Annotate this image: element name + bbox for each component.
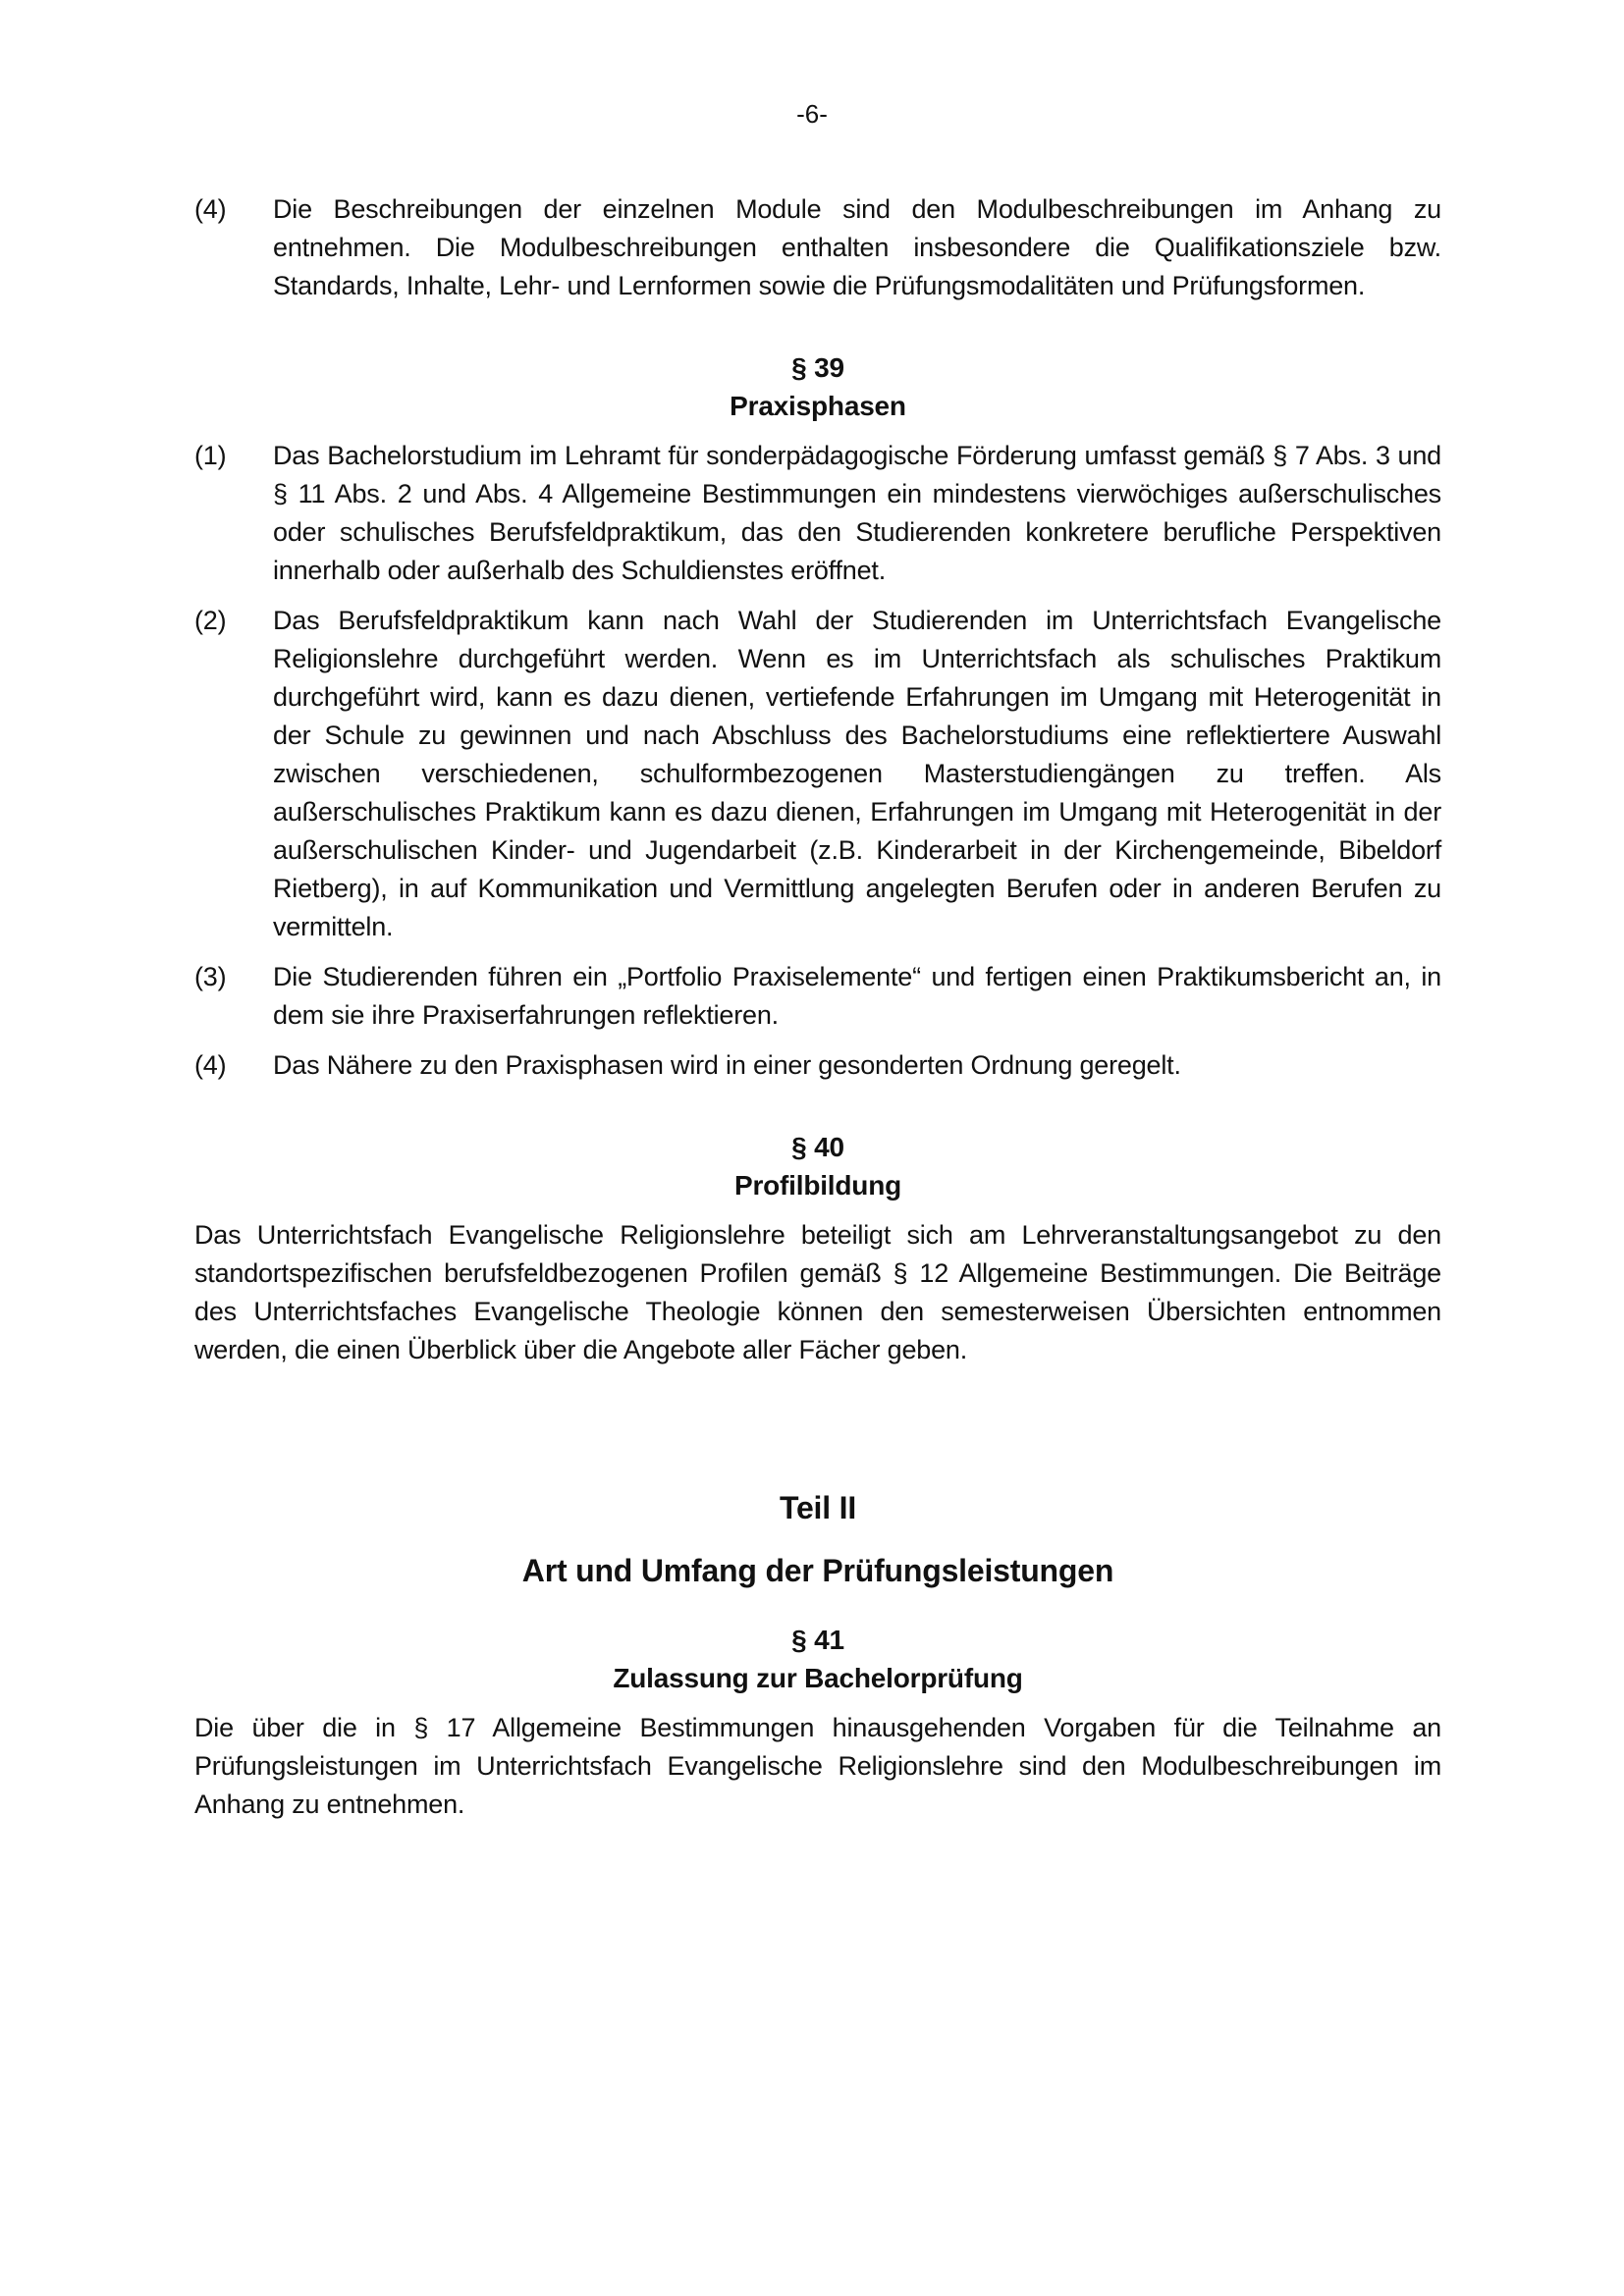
paragraph-text: Das Nähere zu den Praxisphasen wird in einer gesonderten Ordnung geregelt. xyxy=(273,1050,1181,1080)
page-number: -6- xyxy=(796,99,828,129)
paragraph-text: Das Bachelorstudium im Lehramt für sonderpädagogische Förderung umfasst gemäß § 7 Abs. 3 und § 11 Abs. 2 und Abs. 4 Allgemeine Bestimmungen ein mindestens vierwöchiges außerschulisches oder schulisches Berufsfeldpraktikum, das den Studierenden konkretere berufliche Perspektiven innerhalb oder außerhalb des Schuldienstes eröffnet. xyxy=(273,441,1441,585)
intro-paragraph xyxy=(194,190,1441,305)
paragraph-text: Das Berufsfeldpraktikum kann nach Wahl der Studierenden im Unterrichtsfach Evangelische Religionslehre durchgeführt werden. Wenn es im Unterrichtsfach als schulisches Praktikum durchgeführt wird, kann es dazu dienen, vertiefende Erfahrungen im Umgang mit Heterogenität in der Schule zu gewinnen und nach Abschluss des Bachelorstudiums eine reflektiertere Auswahl zwischen verschiedenen, schulformbezogenen Masterstudiengängen zu treffen. Als außerschulisches Praktikum kann es dazu dienen, Erfahrungen im Umgang mit Heterogenität in der außerschulischen Kinder- und Jugendarbeit (z.B. Kinderarbeit in der Kirchengemeinde, Bibeldorf Rietberg), in auf Kommunikation und Vermittlung angelegten Berufen oder in anderen Berufen zu vermitteln. xyxy=(273,606,1441,941)
section-40-heading xyxy=(194,1128,1441,1204)
sec40-text: Das Unterrichtsfach Evangelische Religionslehre beteiligt sich am Lehrveranstaltungsangebot zu den standortspezifischen berufsfeldbezogenen Profilen gemäß § 12 Allgemeine Bestimmungen. Die Beiträge des Unterrichtsfaches Evangelische Theologie können den semesterweisen Übersichten entnommen werden, die einen Überblick über die Angebote aller Fächer geben. xyxy=(194,1220,1441,1364)
section-number: § 39 xyxy=(791,352,844,383)
paragraph-number: (1) xyxy=(194,441,227,470)
sec39-paragraph-3 xyxy=(194,958,1441,1035)
section-39-heading xyxy=(194,348,1441,425)
document-body xyxy=(194,190,1441,1824)
part-title: Teil II xyxy=(779,1490,857,1525)
paragraph-text: Die Beschreibungen der einzelnen Module sind den Modulbeschreibungen im Anhang zu entnehmen. Die Modulbeschreibungen enthalten insbesondere die Qualifikationsziele bzw. Standards, Inhalte, Lehr- und Lernformen sowie die Prüfungsmodalitäten und Prüfungsformen. xyxy=(273,194,1441,300)
paragraph-number: (4) xyxy=(194,194,227,224)
section-title: Profilbildung xyxy=(733,1170,902,1201)
sec39-paragraph-1 xyxy=(194,437,1441,590)
section-number: § 40 xyxy=(791,1132,844,1162)
part-subtitle: Art und Umfang der Prüfungsleistungen xyxy=(521,1553,1114,1588)
paragraph-number: (4) xyxy=(194,1050,227,1080)
sec39-paragraph-4 xyxy=(194,1046,1441,1085)
section-title: Zulassung zur Bachelorprüfung xyxy=(613,1663,1023,1693)
sec41-text: Die über die in § 17 Allgemeine Bestimmungen hinausgehenden Vorgaben für die Teilnahme an Prüfungsleistungen im Unterrichtsfach Evangelische Religionslehre sind den Modulbeschreibungen im Anhang zu entnehmen. xyxy=(194,1713,1441,1819)
section-title: Praxisphasen xyxy=(730,391,906,421)
section-41-heading xyxy=(194,1621,1441,1697)
part-2-heading xyxy=(194,1487,1441,1591)
paragraph-number: (3) xyxy=(194,962,227,991)
section-number: § 41 xyxy=(791,1625,844,1655)
paragraph-text: Die Studierenden führen ein „Portfolio Praxiselemente“ und fertigen einen Praktikumsbericht an, in dem sie ihre Praxiserfahrungen reflektieren. xyxy=(273,962,1441,1030)
paragraph-number: (2) xyxy=(194,606,227,635)
sec39-paragraph-2 xyxy=(194,602,1441,946)
